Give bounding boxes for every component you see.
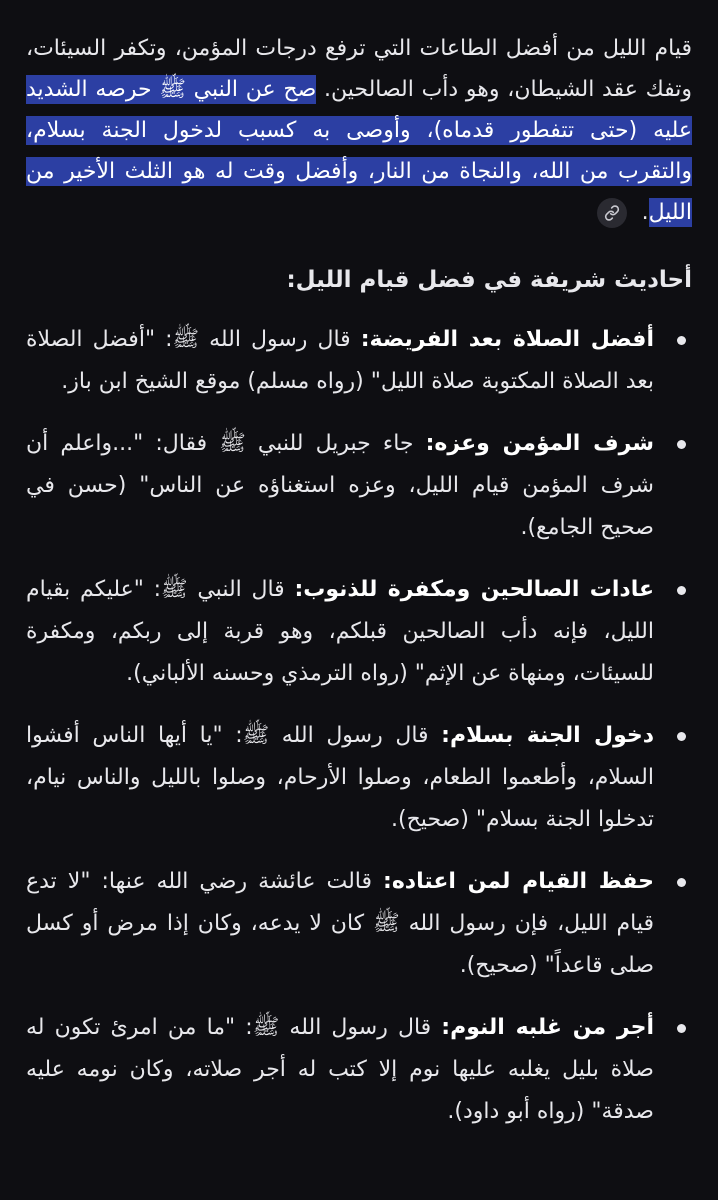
intro-highlighted-text[interactable]: صح عن النبي ﷺ حرصه الشديد عليه (حتى تتفطور قدماه)، وأوصى به كسبب لدخول الجنة بسلام، والتقرب من الله، والنجاة من النار، وأفضل وقت له هو الثلث الأخير من الليل — [26, 77, 692, 225]
item-text: قال رسول الله ﷺ: "أفضل الصلاة بعد الصلاة المكتوبة صلاة الليل" (رواه مسلم) موقع الشيخ ابن باز. — [26, 327, 654, 394]
bullet-dot-icon — [677, 586, 686, 595]
bullet-dot-icon — [677, 732, 686, 741]
item-title: دخول الجنة بسلام: — [441, 723, 655, 748]
bullet-dot-icon — [677, 878, 686, 887]
bullet-dot-icon — [677, 1024, 686, 1033]
bullet-dot-icon — [677, 336, 686, 345]
hadith-list — [26, 319, 692, 1133]
item-title: شرف المؤمن وعزه: — [425, 431, 654, 456]
list-item — [26, 1007, 692, 1133]
item-title: حفظ القيام لمن اعتاده: — [383, 869, 654, 894]
item-text: قال رسول الله ﷺ: "ما من امرئ تكون له صلاة بليل يغلبه عليها نوم إلا كتب له أجر صلاته، وكان نومه عليه صدقة" (رواه أبو داود). — [26, 1015, 654, 1124]
item-text: قال رسول الله ﷺ: "يا أيها الناس أفشوا السلام، وأطعموا الطعام، وصلوا الأرحام، وصلوا بالليل والناس نيام، تدخلوا الجنة بسلام" (صحيح). — [26, 723, 654, 832]
item-title: أفضل الصلاة بعد الفريضة: — [360, 327, 654, 352]
section-heading: أحاديث شريفة في فضل قيام الليل: — [286, 267, 692, 293]
item-text: جاء جبريل للنبي ﷺ فقال: "...واعلم أن شرف المؤمن قيام الليل، وعزه استغناؤه عن الناس" (حسن في صحيح الجامع). — [26, 431, 654, 540]
intro-paragraph — [26, 28, 692, 233]
item-text: قالت عائشة رضي الله عنها: "لا تدع قيام الليل، فإن رسول الله ﷺ كان لا يدعه، وكان إذا مرض أو كسل صلى قاعداً" (صحيح). — [26, 869, 654, 978]
link-icon — [604, 205, 620, 221]
item-title: عادات الصالحين ومكفرة للذنوب: — [294, 577, 654, 602]
source-link-button[interactable] — [597, 198, 627, 228]
item-text: قال النبي ﷺ: "عليكم بقيام الليل، فإنه دأب الصالحين قبلكم، وهو قربة إلى ربكم، ومكفرة للسيئات، ومنهاة عن الإثم" (رواه الترمذي وحسنه الألباني). — [26, 577, 654, 686]
intro-end-punctuation: . — [641, 200, 649, 225]
list-item — [26, 319, 692, 403]
list-item — [26, 569, 692, 695]
item-title: أجر من غلبه النوم: — [441, 1015, 654, 1040]
intro-plain-text: قيام الليل من أفضل الطاعات التي ترفع درجات المؤمن، وتكفر السيئات، وتفك عقد الشيطان، وهو دأب الصالحين. — [26, 36, 692, 102]
list-item — [26, 861, 692, 987]
list-item — [26, 715, 692, 841]
bullet-dot-icon — [677, 440, 686, 449]
list-item — [26, 423, 692, 549]
